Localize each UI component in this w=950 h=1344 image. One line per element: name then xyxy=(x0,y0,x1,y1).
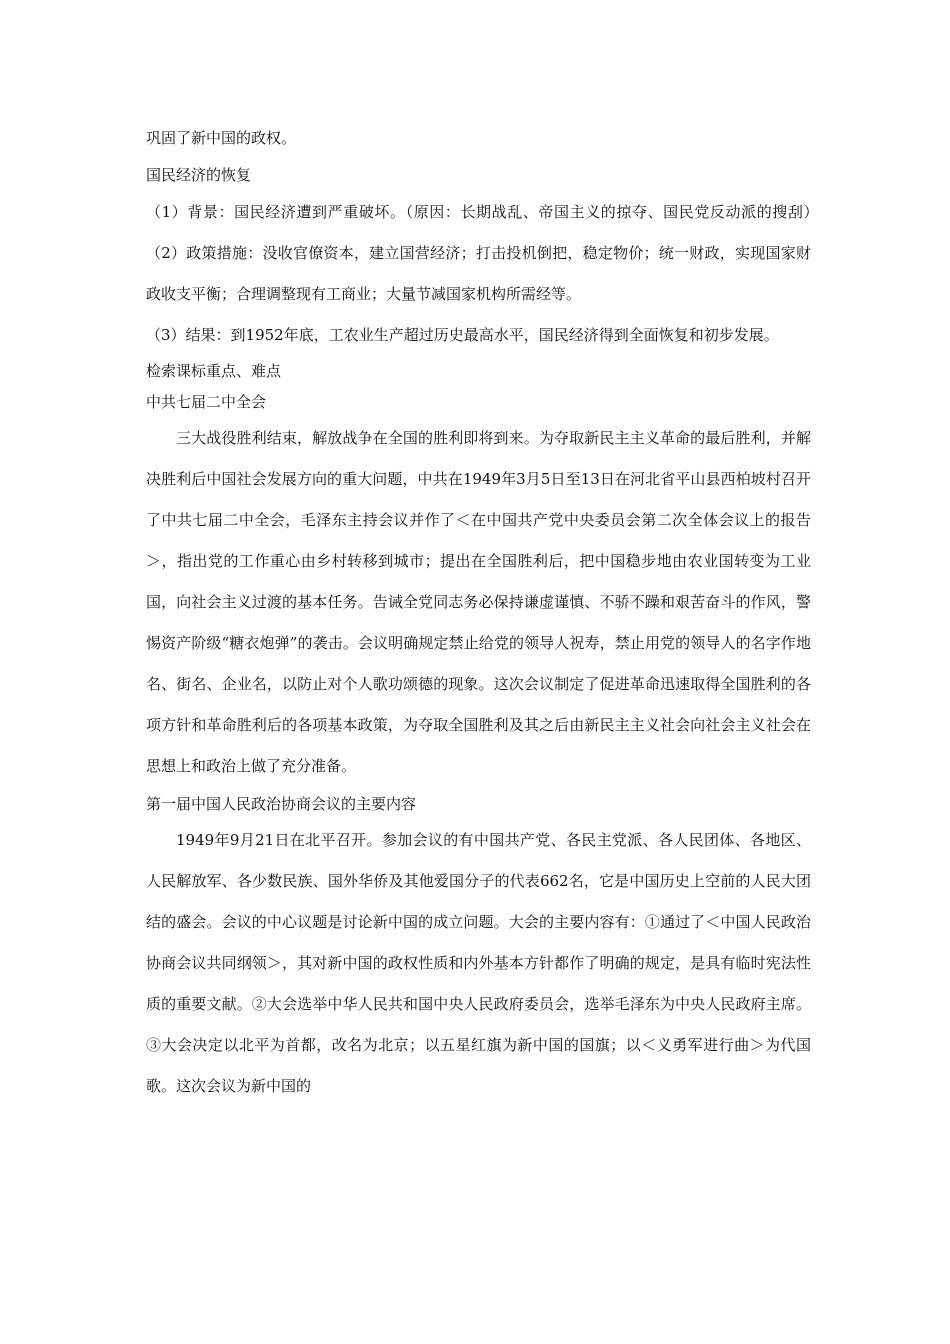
heading-economic-recovery: 国民经济的恢复 xyxy=(146,166,252,184)
paragraph-consolidate: 巩固了新中国的政权。 xyxy=(146,129,297,147)
paragraph-recovery-result: （3）结果：到1952年底，工农业生产超过历史最高水平，国民经济得到全面恢复和初步发展。 xyxy=(146,326,779,344)
heading-search-keypoints: 检索课标重点、难点 xyxy=(146,362,282,380)
document-page xyxy=(146,118,827,1107)
heading-cppcc: 第一届中国人民政治协商会议的主要内容 xyxy=(146,795,417,813)
heading-second-plenum: 中共七届二中全会 xyxy=(146,393,267,411)
paragraph-cppcc: 1949年9月21日在北平召开。参加会议的有中国共产党、各民主党派、各人民团体、各地区、人民解放军、各少数民族、国外华侨及其他爱国分子的代表662名，它是中国历史上空前的人民大团结的盛会。会议的中心议题是讨论新中国的成立问题。大会的主要内容有：①通过了＜中国人民政治协商会议共同纲领＞，其对新中国的政权性质和内外基本方针都作了明确的规定，是具有临时宪法性质的重要文献。②大会选举中华人民共和国中央人民政府委员会，选举毛泽东为中央人民政府主席。③大会决定以北平为首都，改名为北京；以五星红旗为新中国的国旗；以＜义勇军进行曲＞为代国歌。这次会议为新中国的 xyxy=(146,831,811,1095)
paragraph-second-plenum: 三大战役胜利结束，解放战争在全国的胜利即将到来。为夺取新民主主义革命的最后胜利，并解决胜利后中国社会发展方向的重大问题，中共在1949年3月5日至13日在河北省平山县西柏坡村召开了中共七届二中全会，毛泽东主持会议并作了＜在中国共产党中央委员会第二次全体会议上的报告＞，指出党的工作重心由乡村转移到城市；提出在全国胜利后，把中国稳步地由农业国转变为工业国，向社会主义过渡的基本任务。告诫全党同志务必保持谦虚谨慎、不骄不躁和艰苦奋斗的作风，警惕资产阶级“糖衣炮弹”的袭击。会议明确规定禁止给党的领导人祝寿，禁止用党的领导人的名字作地名、街名、企业名，以防止对个人歌功颂德的现象。这次会议制定了促进革命迅速取得全国胜利的各项方针和革命胜利后的各项基本政策，为夺取全国胜利及其之后由新民主主义社会向社会主义社会在思想上和政治上做了充分准备。 xyxy=(146,429,811,775)
paragraph-economic-recovery: （1）背景：国民经济遭到严重破坏。（原因：长期战乱、帝国主义的掠夺、国民党反动派的搜刮） （2）政策措施：没收官僚资本，建立国营经济；打击投机倒把，稳定物价；统一财政，实现国家财政收支平衡；合理调整现有工商业；大量节减国家机构所需经等。 xyxy=(146,203,827,303)
